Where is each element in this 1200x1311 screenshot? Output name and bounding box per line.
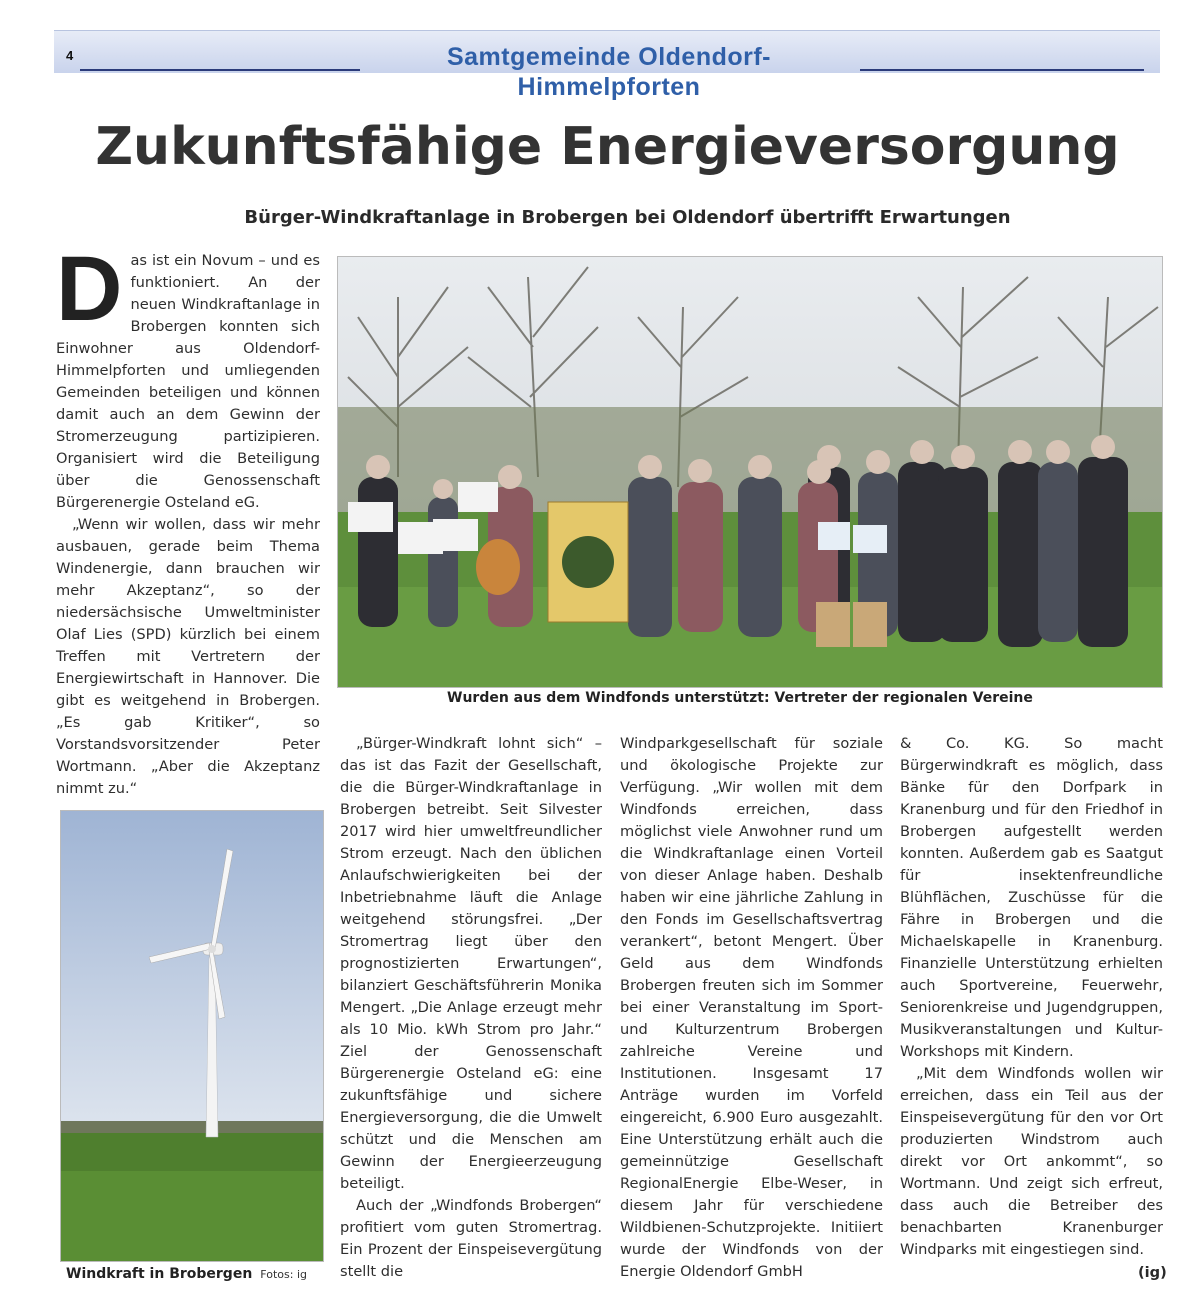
group-photo-image	[338, 257, 1162, 687]
intro-text: as ist ein Novum – und es funktioniert. An der neuen Windkraftanlage in Brobergen konnten sich Einwohner aus Oldendorf-Himmelpforten und umliegenden Gemeinden beteiligen und können damit auch an dem Gewinn der Stromerzeugung partizipieren. Organisiert wird die Beteiligung über die Genossenschaft Bürgerenergie Osteland eG.	[56, 252, 320, 511]
header-rule-left	[80, 69, 360, 71]
subheadline: Bürger-Windkraftanlage in Brobergen bei Oldendorf übertrifft Erwartungen	[244, 207, 1011, 228]
column-3-paragraph-1: Windparkgesellschaft für soziale und ökologische Projekte zur Verfügung. „Wir wollen mit dem Windfonds erreichen, dass möglichst viele Anwohner rund um die Windkraftanlage einen Vorteil von dieser Anlage haben. Deshalb haben wir eine jährliche Zahlung in den Fonds im Gesellschaftsvertrag verankert“, betont Mengert. Über Geld aus dem Windfonds Brobergen freuten sich im Sommer bei einer Veranstaltung im Sport- und Kulturzentrum Brobergen zahlreiche Vereine und Institutionen. Insgesamt 17 Anträge wurden im Vorfeld eingereicht, 6.900 Euro ausgezahlt. Eine Unterstützung erhält auch die gemeinnützige Gesellschaft RegionalEnergie Elbe-Weser, in diesem Jahr für verschiedene Wildbienen-Schutzprojekte. Initiiert wurde der Windfonds von der Energie Oldendorf GmbH	[620, 735, 883, 1280]
column-4-paragraph-2: „Mit dem Windfonds wollen wir erreichen, dass ein Teil aus der Einspeisevergütung für den vor Ort produzierten Windstrom auch direkt vor Ort ankommt“, so Wortmann. Und zeigt sich erfreut, dass auch die Betreiber des benachbarten Kranenburger Windparks mit eingestiegen sind.	[900, 1065, 1163, 1258]
column-4-paragraph-1: & Co. KG. So macht Bürgerwindkraft es möglich, dass Bänke für den Dorfpark in Kranenburg und für den Friedhof in Brobergen aufgestellt werden konnten. Außerdem gab es Saatgut für insektenfreundliche Blühflächen, Zuschüsse für die Fähre in Brobergen und die Michaelskapelle in Kranenburg. Finanzielle Unterstützung erhielten auch Sportvereine, Feuerwehr, Seniorenkreise und Jugendgruppen, Musikveranstaltungen und Kultur-Workshops mit Kindern.	[900, 735, 1163, 1060]
column-2	[340, 733, 602, 1283]
wind-photo-caption	[66, 1266, 307, 1282]
quote-paragraph: „Wenn wir wollen, dass wir mehr ausbauen, gerade beim Thema Windenergie, dann brauchen wir mehr Akzeptanz“, so der niedersächsische Umweltminister Olaf Lies (SPD) kürzlich bei einem Treffen mit Vertretern der Energiewirtschaft in Hannover. Die gibt es weitgehend in Brobergen. „Es gab Kritiker“, so Vorstandsvorsitzender Peter Wortmann. „Aber die Akzeptanz nimmt zu.“	[56, 516, 320, 797]
column-2-paragraph-2: Auch der „Windfonds Brobergen“ profitiert vom guten Stromertrag. Ein Prozent der Einspeisevergütung stellt die	[340, 1197, 602, 1280]
wind-turbine-image	[61, 811, 323, 1261]
column-4	[900, 733, 1163, 1261]
column-2-paragraph-1: „Bürger-Windkraft lohnt sich“ – das ist das Fazit der Gesellschaft, die die Bürger-Windkraftanlage in Brobergen betreibt. Seit Silvester 2017 wird hier umweltfreundlicher Strom erzeugt. Nach den üblichen Anlaufschwierigkeiten bei der Inbetriebnahme läuft die Anlage weitgehend störungsfrei. „Der Stromertrag liegt über den prognostizierten Erwartungen“, bilanziert Geschäftsführerin Monika Mengert. „Die Anlage erzeugt mehr als 10 Mio. kWh Strom pro Jahr.“ Ziel der Genossenschaft Bürgerenergie Osteland eG: eine zukunftsfähige und sichere Energieversorgung, die die Umwelt schützt und die Menschen am Gewinn der Energieerzeugung beteiligt.	[340, 735, 602, 1192]
headline: Zukunftsfähige Energieversorgung	[95, 117, 1120, 177]
column-1	[56, 238, 320, 800]
drop-cap: D	[56, 238, 123, 340]
author-signature: (ig)	[1138, 1264, 1167, 1281]
column-3	[620, 733, 883, 1283]
group-photo-caption: Wurden aus dem Windfonds unterstützt: Vertreter der regionalen Vereine	[447, 690, 1033, 706]
intro-paragraph	[56, 238, 320, 514]
section-title: Samtgemeinde Oldendorf-Himmelpforten	[446, 43, 772, 101]
photo-credit: Fotos: ig	[260, 1268, 307, 1281]
wind-photo-caption-text: Windkraft in Brobergen	[66, 1266, 253, 1282]
page-number: 4	[66, 48, 74, 63]
group-photo	[337, 256, 1163, 688]
header-rule-right	[860, 69, 1144, 71]
wind-turbine-photo	[60, 810, 324, 1262]
